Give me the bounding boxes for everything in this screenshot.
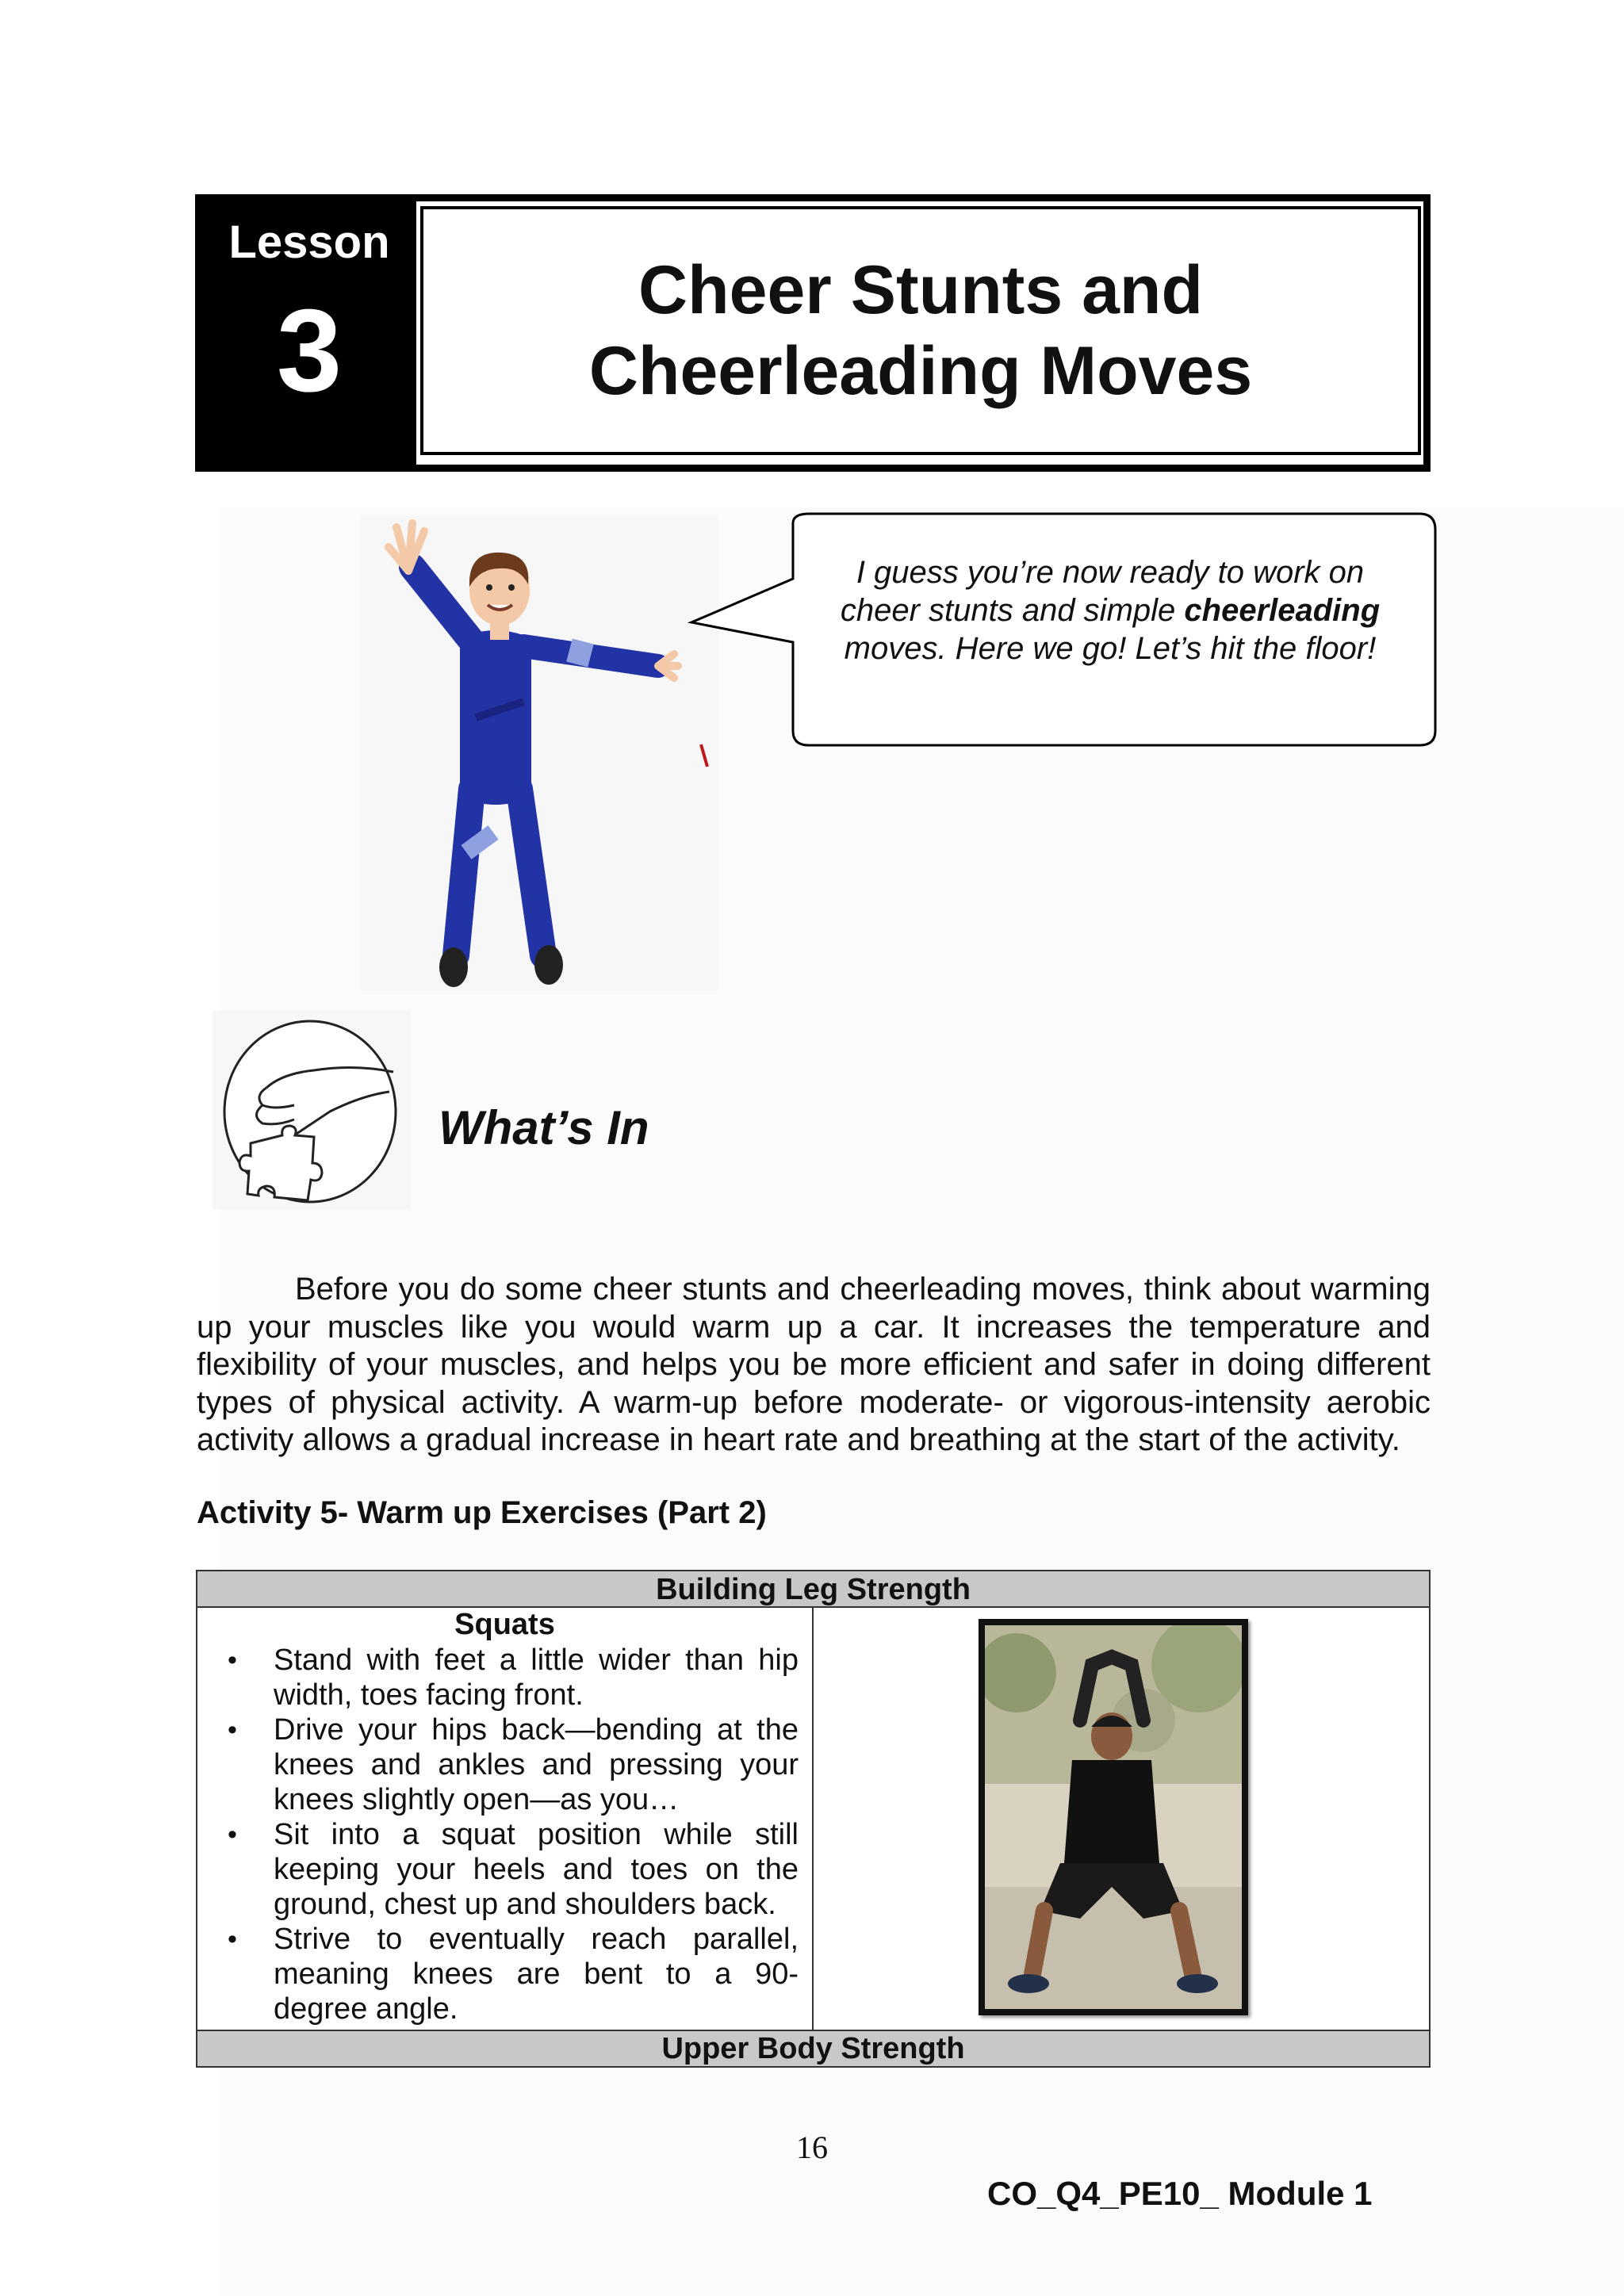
list-item bbox=[228, 1643, 799, 1712]
lesson-header bbox=[195, 194, 1431, 472]
list-item bbox=[228, 1817, 799, 1922]
list-item-text: Sit into a squat position while still keeping your heels and toes on the ground, chest up and shoulders back. bbox=[274, 1818, 799, 1921]
lesson-number-box bbox=[202, 201, 416, 465]
list-item-text: Stand with feet a little wider than hip width, toes facing front. bbox=[274, 1644, 799, 1712]
exercise-name: Squats bbox=[454, 1608, 555, 1641]
list-item-text: Strive to eventually reach parallel, meaning knees are bent to a 90-degree angle. bbox=[274, 1923, 799, 2026]
squat-photo bbox=[979, 1619, 1248, 2015]
table-column-divider bbox=[812, 1606, 814, 2031]
puzzle-hand-icon bbox=[219, 1016, 401, 1207]
exercise-table bbox=[196, 1570, 1431, 2068]
bullet-icon: • bbox=[228, 1924, 237, 1954]
intro-paragraph bbox=[197, 1271, 1431, 1460]
bullet-icon: • bbox=[228, 1715, 237, 1745]
instructions-cell bbox=[197, 1606, 812, 2031]
bubble-line-3: moves. Here we go! Let’s hit the floor! bbox=[844, 631, 1377, 666]
intro-paragraph-text: Before you do some cheer stunts and cheerleading moves, think about warming up your muscles like you would warm up a car. It increases the temperature and flexibility of your muscles, and helps you be more efficient and safer in doing different types of physical activity. A warm-up before moderate- or vigorous-intensity aerobic activity allows a gradual increase in heart rate and breathing at the start of the activity. bbox=[197, 1272, 1431, 1457]
activity-title: Activity 5- Warm up Exercises (Part 2) bbox=[197, 1495, 767, 1530]
bullet-icon: • bbox=[228, 1820, 237, 1850]
lesson-label: Lesson bbox=[228, 216, 390, 268]
lesson-title-box bbox=[420, 206, 1421, 455]
list-item-text: Drive your hips back—bending at the knees and ankles and pressing your knees slightly open—as you… bbox=[274, 1713, 799, 1816]
module-code: CO_Q4_PE10_ Module 1 bbox=[987, 2175, 1373, 2212]
lesson-title: Cheer Stunts and Cheerleading Moves bbox=[588, 252, 1253, 409]
page-number: 16 bbox=[796, 2130, 828, 2165]
bubble-line-1: I guess you’re now ready to work on bbox=[856, 555, 1365, 590]
speech-bubble-text bbox=[805, 553, 1415, 668]
bullet-icon: • bbox=[228, 1645, 237, 1675]
bubble-line-2-bold: cheerleading bbox=[1184, 593, 1381, 628]
cheerleader-illustration bbox=[365, 511, 730, 995]
list-item bbox=[228, 1712, 799, 1817]
table-header: Building Leg Strength bbox=[197, 1571, 1429, 1608]
list-item bbox=[228, 1922, 799, 2026]
table-footer: Upper Body Strength bbox=[197, 2030, 1429, 2066]
instruction-list bbox=[228, 1643, 799, 2026]
bubble-line-2-prefix: cheer stunts and simple bbox=[840, 593, 1185, 628]
lesson-number: 3 bbox=[276, 285, 343, 416]
red-mark bbox=[698, 741, 714, 773]
section-title: What’s In bbox=[439, 1101, 649, 1154]
